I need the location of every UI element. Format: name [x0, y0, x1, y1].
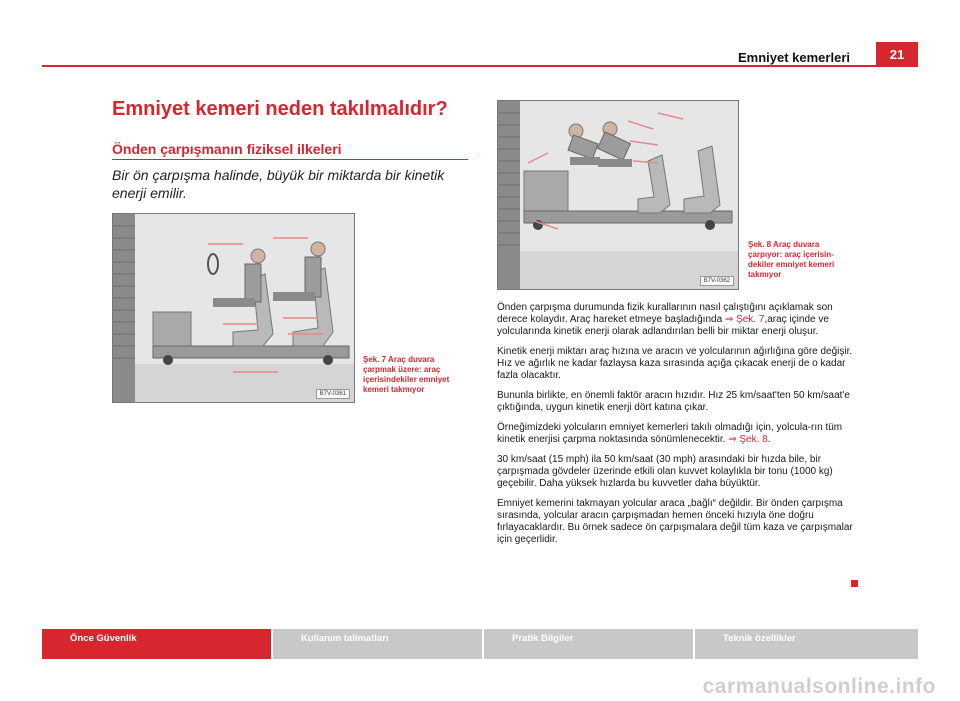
body-text: [497, 302, 857, 554]
figure-8-reference-link[interactable]: ⇒ Şek. 8: [728, 434, 768, 445]
paragraph-1-text-a: Önden çarpışma durumunda fizik kurallarının nasıl çalıştığını açıklamak son derece kolaydır. Araç hareket etmeye başladığında: [497, 302, 833, 325]
tab-once-guvenlik[interactable]: Önce Güvenlik: [42, 629, 273, 659]
paragraph-4-text-b: .: [767, 434, 771, 445]
paragraph-4-text-a: Örneğimizdeki yolcuların emniyet kemerleri takılı olmadığı için, yolcula-rın tüm kinetik enerjisi çarpma noktasında sönümlenecektir.: [497, 422, 843, 445]
paragraph-1-text-b: ,araç içinde ve yolcularında kinetik enerji olarak adlandırılan belli bir miktar enerji oluşur.: [497, 314, 829, 337]
figure-7-illustration: [112, 213, 355, 403]
page-number: 21: [876, 42, 918, 66]
header-rule: [42, 65, 918, 67]
footer-navigation: [42, 629, 918, 659]
paragraph-3: Bununla birlikte, en önemli faktör aracın hızıdır. Hız 25 km/saat'ten 50 km/saat'e çıktığında, uygun kinetik enerji dört katına çıkar.: [497, 390, 850, 413]
paragraph-1: [497, 302, 857, 338]
paragraph-6-text: Emniyet kemerini takmayan yolcular araca „bağlı“ değildir. Bir önden çarpışma sırasında, yolcular aracın çarpışmadan hemen önceki hızıyla öne doğru fırlayacaklardır. Bu örnek sadece ön çarpışmalara değil tüm kaza ve çarpışmalar için geçerlidir.: [497, 498, 853, 545]
car-hitting-wall-illustration: [498, 101, 738, 289]
figure-7-code: B7V-0361: [316, 389, 350, 399]
page-heading: Emniyet kemeri neden takılmalıdır?: [112, 98, 448, 120]
tab-teknik-ozellikler[interactable]: Teknik özellikler: [695, 629, 918, 659]
paragraph-6: [497, 498, 857, 546]
lead-paragraph: Bir ön çarpışma halinde, büyük bir miktarda bir kinetik enerji emilir.: [112, 167, 445, 201]
section-end-marker: [851, 580, 858, 587]
figure-7-caption: Şek. 7 Araç duvara çarpmak üzere: araç içerisindekiler emniyet kemeri takmıyor: [363, 355, 450, 394]
car-approaching-wall-illustration: [113, 214, 354, 402]
paragraph-5: 30 km/saat (15 mph) ila 50 km/saat (30 mph) arasındaki bir hızda bile, bir çarpışmada gövdeler üzerinde etkili olan kuvvet kolaylıkla bir tonu (1000 kg) geçebilir. Daha yüksek hızlarda bu kuvvetler daha büyüktür.: [497, 454, 833, 489]
tab-pratik-bilgiler[interactable]: Pratik Bilgiler: [484, 629, 695, 659]
subheading-rule: [112, 159, 468, 160]
subheading: Önden çarpışmanın fiziksel ilkeleri: [112, 141, 342, 157]
figure-8-illustration: [497, 100, 739, 290]
figure-7-reference-link[interactable]: ⇒ Şek. 7: [724, 314, 765, 325]
tab-kullanim-talimatlari[interactable]: Kullanım talimatları: [273, 629, 484, 659]
figure-8-caption: Şek. 8 Araç duvara çarpıyor: araç içerisin-dekiler emniyet kemeri takmıyor: [748, 240, 835, 279]
watermark: carmanualsonline.info: [702, 675, 936, 698]
section-title: Emniyet kemerleri: [737, 50, 850, 65]
paragraph-2: Kinetik enerji miktarı araç hızına ve aracın ve yolcularının ağırlığına göre değişir. Hız ve ağırlık ne kadar fazlaysa kaza sırasında açığa çıkacak enerji de o kadar fazla olacaktır.: [497, 346, 853, 381]
paragraph-4: [497, 422, 857, 446]
figure-8-code: B7V-0362: [700, 276, 734, 286]
